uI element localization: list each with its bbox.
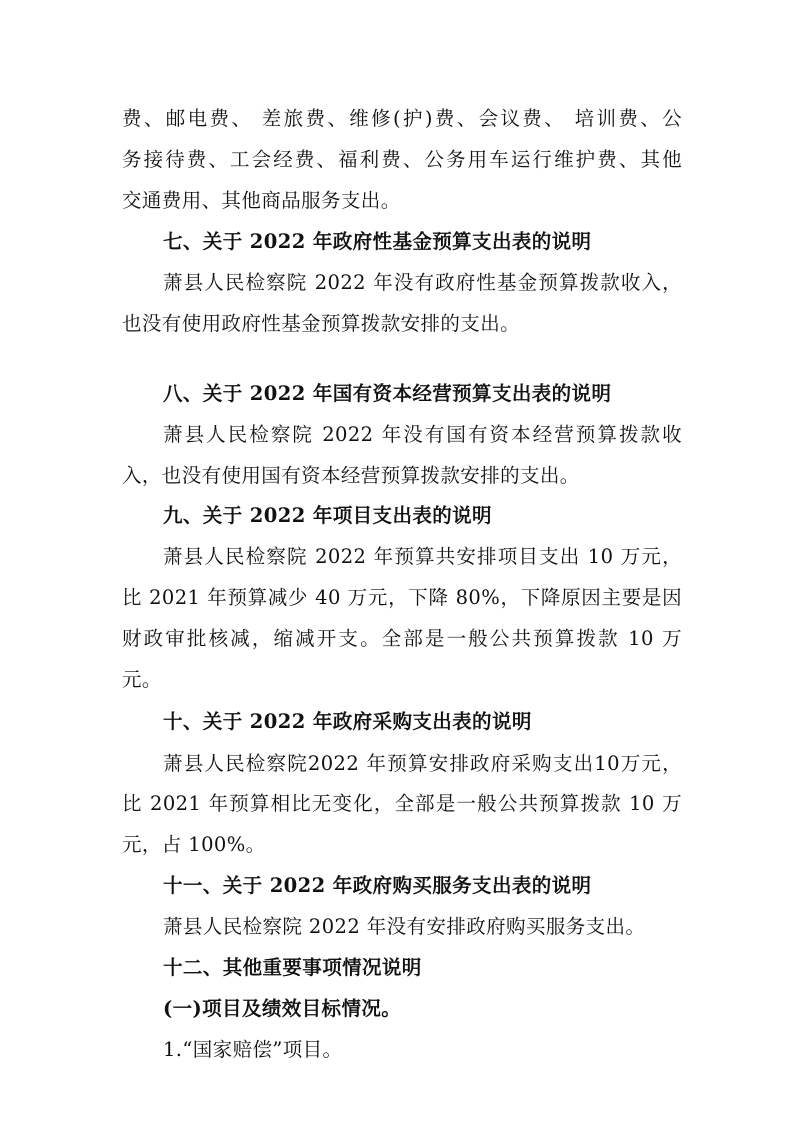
- subsection-heading: (一)项目及绩效目标情况。: [163, 997, 402, 1020]
- text-line: 费、邮电费、 差旅费、维修(护)费、会议费、 培训费、公: [122, 107, 682, 130]
- text-line: 元。: [122, 668, 162, 691]
- text-line: 萧县人民检察院 2022 年没有政府性基金预算拨款收入，: [163, 271, 682, 294]
- text-line: 务接待费、工会经费、福利费、公务用车运行维护费、其他: [122, 148, 682, 171]
- text-line: 比 2021 年预算相比无变化，全部是一般公共预算拨款 10 万: [122, 792, 682, 815]
- section-heading: 十一、关于 2022 年政府购买服务支出表的说明: [163, 874, 592, 897]
- text-line: 入，也没有使用国有资本经营预算拨款安排的支出。: [122, 464, 580, 487]
- section-heading: 十、关于 2022 年政府采购支出表的说明: [163, 710, 532, 733]
- section-heading: 九、关于 2022 年项目支出表的说明: [163, 504, 492, 527]
- text-line: 也没有使用政府性基金预算拨款安排的支出。: [122, 312, 521, 335]
- text-line: 元，占 100%。: [122, 833, 266, 856]
- text-line: 萧县人民检察院 2022 年没有安排政府购买服务支出。: [163, 915, 646, 938]
- section-heading: 七、关于 2022 年政府性基金预算支出表的说明: [163, 230, 592, 253]
- text-line: 萧县人民检察院2022 年预算安排政府采购支出10万元，: [163, 752, 682, 775]
- text-line: 财政审批核减，缩减开支。全部是一般公共预算拨款 10 万: [122, 627, 682, 650]
- text-line: 比 2021 年预算减少 40 万元，下降 80%，下降原因主要是因: [122, 586, 682, 609]
- section-heading: 八、关于 2022 年国有资本经营预算支出表的说明: [163, 382, 612, 405]
- text-line: 交通费用、其他商品服务支出。: [122, 189, 401, 212]
- section-heading: 十二、其他重要事项情况说明: [163, 956, 422, 979]
- text-line: 1.“国家赔偿”项目。: [163, 1038, 343, 1061]
- text-line: 萧县人民检察院 2022 年没有国有资本经营预算拨款收: [163, 423, 682, 446]
- text-line: 萧县人民检察院 2022 年预算共安排项目支出 10 万元，: [163, 545, 682, 568]
